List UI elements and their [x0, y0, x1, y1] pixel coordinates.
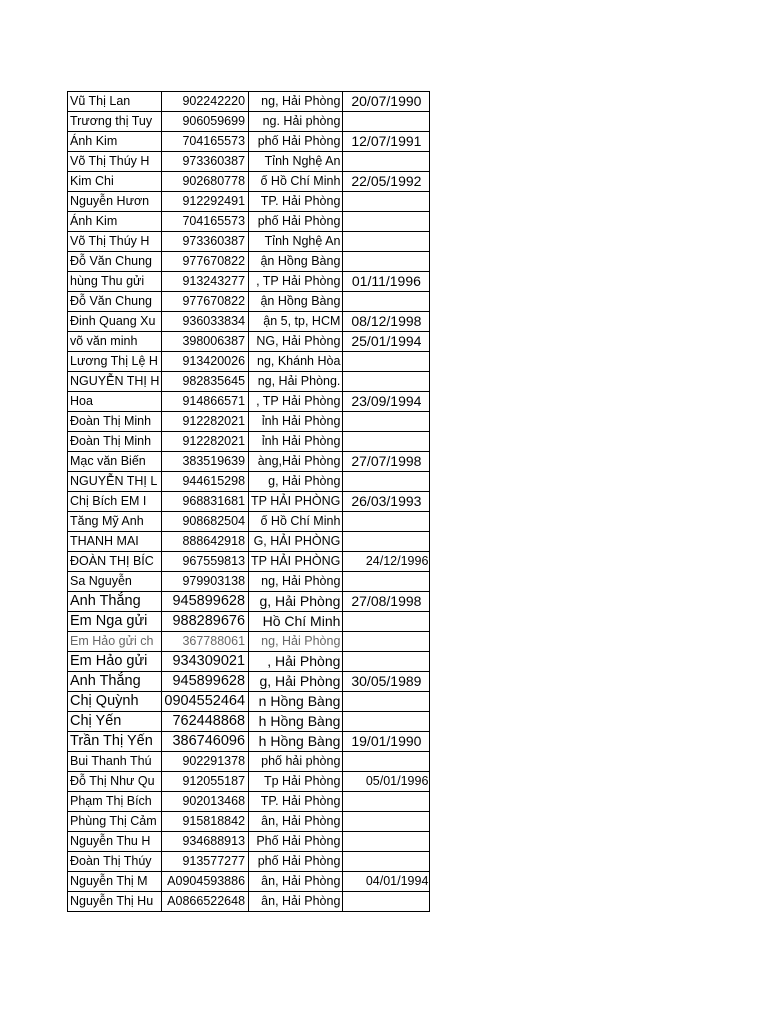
address-cell[interactable]: ng, Hải Phòng: [249, 92, 343, 112]
date-cell[interactable]: 27/07/1998: [343, 452, 430, 472]
name-cell[interactable]: Ánh Kim: [68, 212, 162, 232]
table-row: [68, 372, 430, 392]
phone-cell[interactable]: 0904552464: [162, 692, 249, 712]
table-row: [68, 232, 430, 252]
phone-cell[interactable]: A0904593886: [162, 872, 249, 892]
table-row: [68, 552, 430, 572]
phone-cell[interactable]: 977670822: [162, 292, 249, 312]
phone-cell[interactable]: 912282021: [162, 432, 249, 452]
date-cell[interactable]: [343, 232, 430, 252]
name-cell[interactable]: Em Nga gửi: [68, 612, 162, 632]
phone-cell[interactable]: 906059699: [162, 112, 249, 132]
phone-cell[interactable]: 977670822: [162, 252, 249, 272]
phone-cell[interactable]: 913420026: [162, 352, 249, 372]
date-cell[interactable]: [343, 692, 430, 712]
address-cell[interactable]: NG, Hải Phòng: [249, 332, 343, 352]
table-row: [68, 772, 430, 792]
phone-cell[interactable]: 902680778: [162, 172, 249, 192]
table-row: [68, 412, 430, 432]
address-cell[interactable]: ng, Hải Phòng: [249, 632, 343, 652]
table-row: [68, 272, 430, 292]
table-row: [68, 812, 430, 832]
date-cell[interactable]: 19/01/1990: [343, 732, 430, 752]
address-cell[interactable]: ận Hồng Bàng: [249, 252, 343, 272]
table-row: [68, 132, 430, 152]
table-row: [68, 732, 430, 752]
table-row: [68, 852, 430, 872]
name-cell[interactable]: Phạm Thị Bích: [68, 792, 162, 812]
name-cell[interactable]: Đỗ Thị Như Qu: [68, 772, 162, 792]
name-cell[interactable]: Em Hảo gửi: [68, 652, 162, 672]
address-cell[interactable]: , TP Hải Phòng: [249, 272, 343, 292]
table-body: [68, 92, 430, 912]
name-cell[interactable]: NGUYỄN THỊ L: [68, 472, 162, 492]
name-cell[interactable]: Anh Thắng: [68, 672, 162, 692]
address-cell[interactable]: ân, Hải Phòng: [249, 872, 343, 892]
address-cell[interactable]: ố Hồ Chí Minh: [249, 512, 343, 532]
address-cell[interactable]: n Hồng Bàng: [249, 692, 343, 712]
table-row: [68, 432, 430, 452]
address-cell[interactable]: ỉnh Hải Phòng: [249, 432, 343, 452]
date-cell[interactable]: [343, 352, 430, 372]
phone-cell[interactable]: 934309021: [162, 652, 249, 672]
phone-cell[interactable]: 383519639: [162, 452, 249, 472]
phone-cell[interactable]: 973360387: [162, 232, 249, 252]
name-cell[interactable]: Nguyễn Hươn: [68, 192, 162, 212]
date-cell[interactable]: 25/01/1994: [343, 332, 430, 352]
name-cell[interactable]: Bui Thanh Thú: [68, 752, 162, 772]
phone-cell[interactable]: 936033834: [162, 312, 249, 332]
date-cell[interactable]: 12/07/1991: [343, 132, 430, 152]
table-row: [68, 872, 430, 892]
date-cell[interactable]: [343, 372, 430, 392]
address-cell[interactable]: TP. Hải Phòng: [249, 792, 343, 812]
date-cell[interactable]: 01/11/1996: [343, 272, 430, 292]
phone-cell[interactable]: 979903138: [162, 572, 249, 592]
table-row: [68, 312, 430, 332]
address-cell[interactable]: TP HẢI PHÒNG: [249, 492, 343, 512]
date-cell[interactable]: 27/08/1998: [343, 592, 430, 612]
phone-cell[interactable]: 913243277: [162, 272, 249, 292]
name-cell[interactable]: Võ Thị Thúy H: [68, 152, 162, 172]
table-row: [68, 392, 430, 412]
name-cell[interactable]: Trương thị Tuy: [68, 112, 162, 132]
table-row: [68, 472, 430, 492]
date-cell[interactable]: [343, 432, 430, 452]
address-cell[interactable]: TP. Hải Phòng: [249, 192, 343, 212]
name-cell[interactable]: Em Hảo gửi ch: [68, 632, 162, 652]
phone-cell[interactable]: 902242220: [162, 92, 249, 112]
date-cell[interactable]: [343, 752, 430, 772]
name-cell[interactable]: Đoàn Thị Minh: [68, 432, 162, 452]
name-cell[interactable]: ĐOÀN THỊ BÍC: [68, 552, 162, 572]
address-cell[interactable]: ng, Hải Phòng.: [249, 372, 343, 392]
name-cell[interactable]: Đỗ Văn Chung: [68, 252, 162, 272]
name-cell[interactable]: Đinh Quang Xu: [68, 312, 162, 332]
table-row: [68, 512, 430, 532]
date-cell[interactable]: [343, 632, 430, 652]
address-cell[interactable]: TP HẢI PHÒNG: [249, 552, 343, 572]
phone-cell[interactable]: 398006387: [162, 332, 249, 352]
address-cell[interactable]: ng. Hải phòng: [249, 112, 343, 132]
name-cell[interactable]: hùng Thu gửi: [68, 272, 162, 292]
name-cell[interactable]: Mạc văn Biến: [68, 452, 162, 472]
phone-cell[interactable]: 704165573: [162, 132, 249, 152]
table-row: [68, 612, 430, 632]
table-row: [68, 652, 430, 672]
phone-cell[interactable]: 968831681: [162, 492, 249, 512]
address-cell[interactable]: g, Hải Phòng: [249, 592, 343, 612]
name-cell[interactable]: Sa Nguyễn: [68, 572, 162, 592]
date-cell[interactable]: [343, 792, 430, 812]
name-cell[interactable]: Đoàn Thị Minh: [68, 412, 162, 432]
table-row: [68, 692, 430, 712]
date-cell[interactable]: [343, 812, 430, 832]
name-cell[interactable]: Ánh Kim: [68, 132, 162, 152]
address-cell[interactable]: phố Hải Phòng: [249, 212, 343, 232]
phone-cell[interactable]: 908682504: [162, 512, 249, 532]
name-cell[interactable]: NGUYỄN THỊ H: [68, 372, 162, 392]
phone-cell[interactable]: 902013468: [162, 792, 249, 812]
table-row: [68, 352, 430, 372]
phone-cell[interactable]: 912282021: [162, 412, 249, 432]
date-cell[interactable]: 08/12/1998: [343, 312, 430, 332]
date-cell[interactable]: [343, 252, 430, 272]
address-cell[interactable]: ng, Khánh Hòa: [249, 352, 343, 372]
table-row: [68, 892, 430, 912]
address-cell[interactable]: àng,Hải Phòng: [249, 452, 343, 472]
name-cell[interactable]: Chị Quỳnh: [68, 692, 162, 712]
address-cell[interactable]: ỉnh Hải Phòng: [249, 412, 343, 432]
date-cell[interactable]: 23/09/1994: [343, 392, 430, 412]
address-cell[interactable]: phố Hải Phòng: [249, 132, 343, 152]
date-cell[interactable]: [343, 412, 430, 432]
table-row: [68, 452, 430, 472]
table-row: [68, 532, 430, 552]
phone-cell[interactable]: 967559813: [162, 552, 249, 572]
phone-cell[interactable]: 386746096: [162, 732, 249, 752]
name-cell[interactable]: Chị Bích EM I: [68, 492, 162, 512]
phone-cell[interactable]: 944615298: [162, 472, 249, 492]
phone-cell[interactable]: 988289676: [162, 612, 249, 632]
table-row: [68, 632, 430, 652]
address-cell[interactable]: ân, Hải Phòng: [249, 892, 343, 912]
address-cell[interactable]: Phố Hải Phòng: [249, 832, 343, 852]
name-cell[interactable]: Võ Thị Thúy H: [68, 232, 162, 252]
date-cell[interactable]: [343, 852, 430, 872]
name-cell[interactable]: Đỗ Văn Chung: [68, 292, 162, 312]
date-cell[interactable]: [343, 572, 430, 592]
address-cell[interactable]: h Hồng Bàng: [249, 712, 343, 732]
phone-cell[interactable]: 912055187: [162, 772, 249, 792]
name-cell[interactable]: Đoàn Thị Thúy: [68, 852, 162, 872]
date-cell[interactable]: [343, 112, 430, 132]
phone-cell[interactable]: 982835645: [162, 372, 249, 392]
name-cell[interactable]: Phùng Thị Cảm: [68, 812, 162, 832]
name-cell[interactable]: Anh Thắng: [68, 592, 162, 612]
date-cell[interactable]: [343, 712, 430, 732]
table-row: [68, 832, 430, 852]
date-cell[interactable]: [343, 512, 430, 532]
table-row: [68, 492, 430, 512]
phone-cell[interactable]: 902291378: [162, 752, 249, 772]
table-row: [68, 572, 430, 592]
name-cell[interactable]: Lương Thị Lệ H: [68, 352, 162, 372]
phone-cell[interactable]: 945899628: [162, 592, 249, 612]
phone-cell[interactable]: 913577277: [162, 852, 249, 872]
address-cell[interactable]: h Hồng Bàng: [249, 732, 343, 752]
date-cell[interactable]: [343, 472, 430, 492]
address-cell[interactable]: Hồ Chí Minh: [249, 612, 343, 632]
phone-cell[interactable]: 888642918: [162, 532, 249, 552]
date-cell[interactable]: 04/01/1994: [343, 872, 430, 892]
phone-cell[interactable]: A0866522648: [162, 892, 249, 912]
date-cell[interactable]: [343, 292, 430, 312]
table-row: [68, 152, 430, 172]
date-cell[interactable]: 30/05/1989: [343, 672, 430, 692]
table-row: [68, 792, 430, 812]
date-cell[interactable]: 22/05/1992: [343, 172, 430, 192]
date-cell[interactable]: [343, 152, 430, 172]
address-cell[interactable]: Tỉnh Nghệ An: [249, 152, 343, 172]
date-cell[interactable]: [343, 192, 430, 212]
address-cell[interactable]: Tỉnh Nghệ An: [249, 232, 343, 252]
address-cell[interactable]: g, Hải Phòng: [249, 472, 343, 492]
address-cell[interactable]: ận 5, tp, HCM: [249, 312, 343, 332]
date-cell[interactable]: 05/01/1996: [343, 772, 430, 792]
phone-cell[interactable]: 762448868: [162, 712, 249, 732]
address-cell[interactable]: ố Hồ Chí Minh: [249, 172, 343, 192]
date-cell[interactable]: [343, 892, 430, 912]
table-row: [68, 192, 430, 212]
table-row: [68, 752, 430, 772]
phone-cell[interactable]: 912292491: [162, 192, 249, 212]
date-cell[interactable]: 26/03/1993: [343, 492, 430, 512]
phone-cell[interactable]: 934688913: [162, 832, 249, 852]
name-cell[interactable]: Nguyễn Thị Hu: [68, 892, 162, 912]
table-row: [68, 592, 430, 612]
name-cell[interactable]: Kim Chi: [68, 172, 162, 192]
phone-cell[interactable]: 914866571: [162, 392, 249, 412]
address-cell[interactable]: G, HẢI PHÒNG: [249, 532, 343, 552]
phone-cell[interactable]: 915818842: [162, 812, 249, 832]
date-cell[interactable]: [343, 612, 430, 632]
phone-cell[interactable]: 973360387: [162, 152, 249, 172]
table-row: [68, 332, 430, 352]
name-cell[interactable]: Nguyễn Thị M: [68, 872, 162, 892]
name-cell[interactable]: Vũ Thị Lan: [68, 92, 162, 112]
table-row: [68, 252, 430, 272]
name-cell[interactable]: Chị Yến: [68, 712, 162, 732]
table-row: [68, 112, 430, 132]
name-cell[interactable]: võ văn minh: [68, 332, 162, 352]
address-cell[interactable]: Tp Hải Phòng: [249, 772, 343, 792]
phone-cell[interactable]: 704165573: [162, 212, 249, 232]
contact-table: [67, 91, 430, 912]
date-cell[interactable]: 20/07/1990: [343, 92, 430, 112]
table-row: [68, 212, 430, 232]
name-cell[interactable]: THANH MAI: [68, 532, 162, 552]
table-row: [68, 172, 430, 192]
table-row: [68, 712, 430, 732]
address-cell[interactable]: g, Hải Phòng: [249, 672, 343, 692]
date-cell[interactable]: [343, 212, 430, 232]
name-cell[interactable]: Tăng Mỹ Anh: [68, 512, 162, 532]
name-cell[interactable]: Hoa: [68, 392, 162, 412]
date-cell[interactable]: [343, 832, 430, 852]
name-cell[interactable]: Nguyễn Thu H: [68, 832, 162, 852]
table-row: [68, 672, 430, 692]
name-cell[interactable]: Trần Thị Yến: [68, 732, 162, 752]
date-cell[interactable]: [343, 532, 430, 552]
address-cell[interactable]: ận Hồng Bàng: [249, 292, 343, 312]
address-cell[interactable]: , Hải Phòng: [249, 652, 343, 672]
address-cell[interactable]: ng, Hải Phòng: [249, 572, 343, 592]
table-row: [68, 92, 430, 112]
table-row: [68, 292, 430, 312]
address-cell[interactable]: , TP Hải Phòng: [249, 392, 343, 412]
address-cell[interactable]: ân, Hải Phòng: [249, 812, 343, 832]
address-cell[interactable]: phố Hải Phòng: [249, 852, 343, 872]
phone-cell[interactable]: 367788061: [162, 632, 249, 652]
date-cell[interactable]: 24/12/1996: [343, 552, 430, 572]
date-cell[interactable]: [343, 652, 430, 672]
address-cell[interactable]: phố hải phòng: [249, 752, 343, 772]
phone-cell[interactable]: 945899628: [162, 672, 249, 692]
